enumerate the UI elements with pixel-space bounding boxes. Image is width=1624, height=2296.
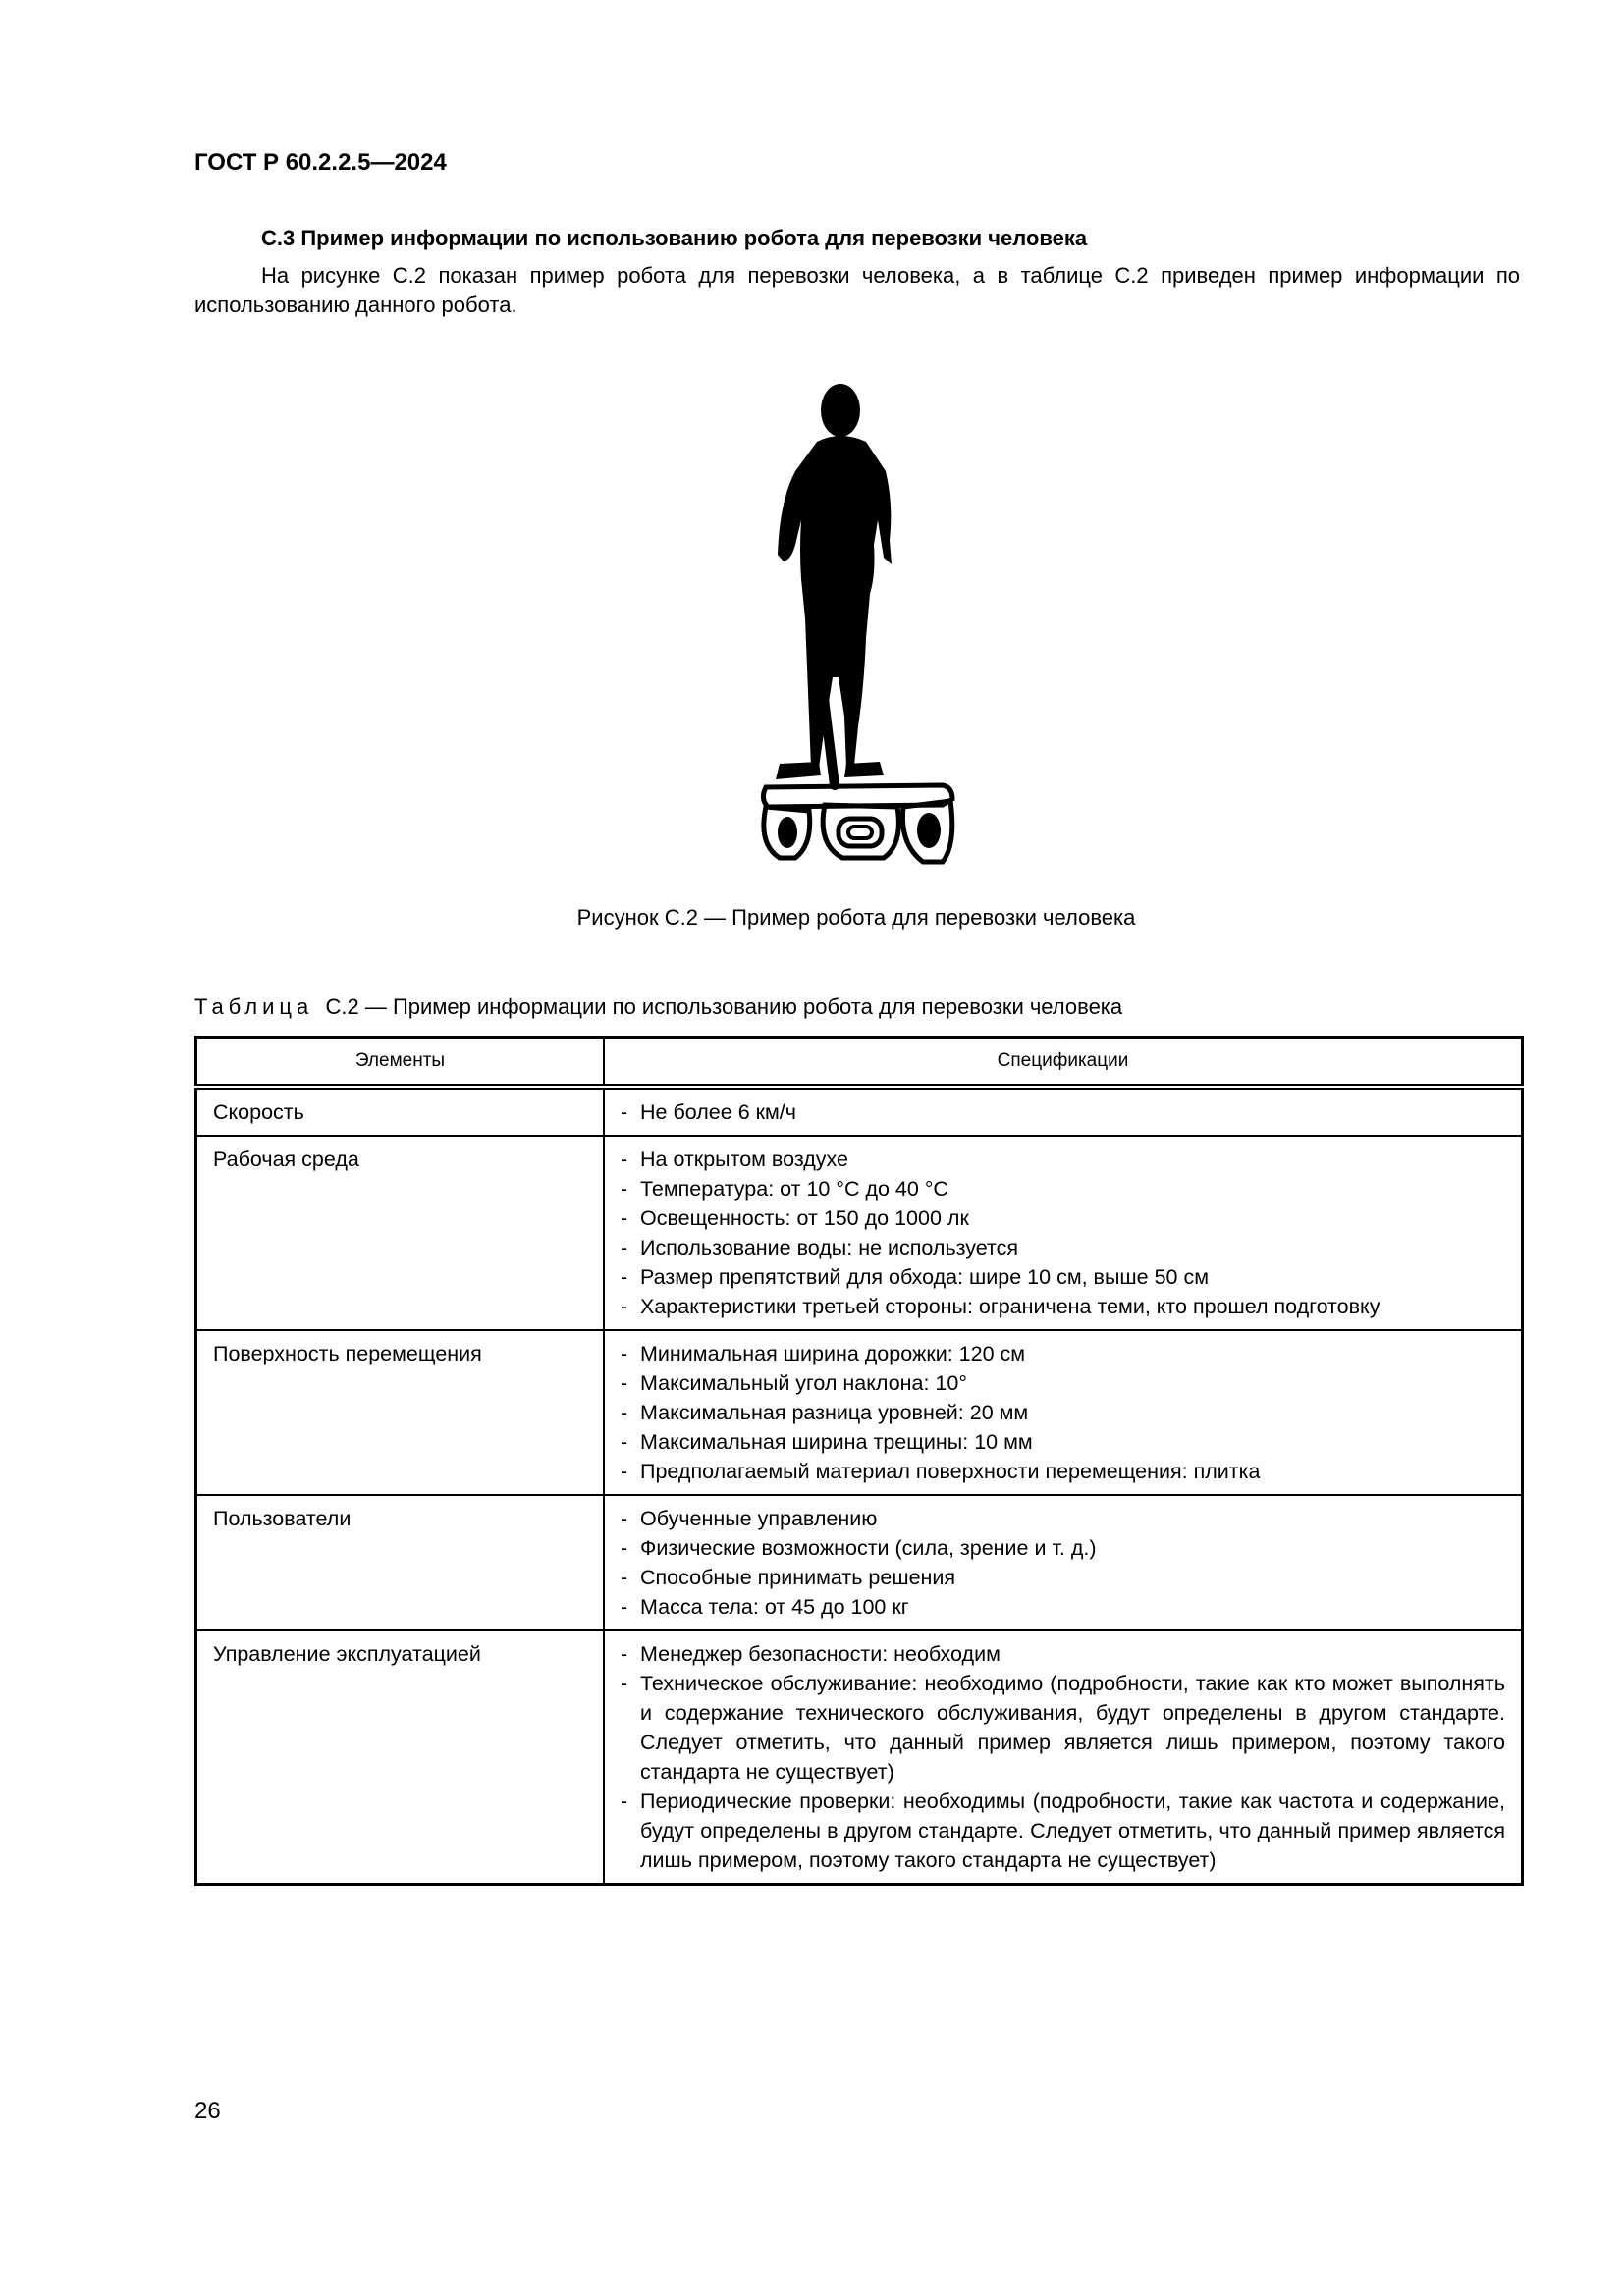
spec-item: - Максимальный угол наклона: 10° bbox=[621, 1368, 1505, 1398]
table-row bbox=[196, 1330, 1523, 1495]
robot-base bbox=[823, 805, 898, 858]
spec-item: - Способные принимать решения bbox=[621, 1563, 1505, 1592]
table-caption-text: С.2 — Пример информации по использованию робота для перевозки человека bbox=[325, 994, 1123, 1019]
spec-item: - Максимальная ширина трещины: 10 мм bbox=[621, 1427, 1505, 1457]
row-specs bbox=[604, 1136, 1523, 1330]
person-right-foot bbox=[844, 762, 884, 777]
row-element: Управление эксплуатацией bbox=[196, 1630, 605, 1885]
spec-item: - Обученные управлению bbox=[621, 1504, 1505, 1533]
spec-item: - Физические возможности (сила, зрение и т. д.) bbox=[621, 1533, 1505, 1563]
spec-item: - Температура: от 10 °C до 40 °C bbox=[621, 1174, 1505, 1203]
spec-item: - Максимальная разница уровней: 20 мм bbox=[621, 1398, 1505, 1427]
person-left-foot bbox=[776, 762, 821, 779]
header-specifications: Спецификации bbox=[604, 1038, 1523, 1088]
spec-item: - Менеджер безопасности: необходим bbox=[621, 1639, 1505, 1669]
table-caption-label: Таблица bbox=[194, 994, 314, 1019]
person-transport-robot-figure bbox=[756, 383, 972, 874]
spec-item: - Не более 6 км/ч bbox=[621, 1097, 1505, 1127]
row-element: Скорость bbox=[196, 1087, 605, 1136]
person-head bbox=[821, 384, 860, 437]
spec-item: - Использование воды: не используется bbox=[621, 1233, 1505, 1262]
spec-item: - Освещенность: от 150 до 1000 лк bbox=[621, 1203, 1505, 1233]
table-row bbox=[196, 1495, 1523, 1630]
document-code: ГОСТ Р 60.2.2.5—2024 bbox=[194, 149, 447, 176]
specification-table bbox=[194, 1036, 1524, 1886]
intro-paragraph: На рисунке С.2 показан пример робота для перевозки человека, а в таблице С.2 приведен пример информации по использованию данного робота. bbox=[194, 263, 1520, 317]
table-row bbox=[196, 1630, 1523, 1885]
table-caption bbox=[194, 994, 1122, 1020]
row-specs bbox=[604, 1330, 1523, 1495]
table-row bbox=[196, 1136, 1523, 1330]
section-title: С.3 Пример информации по использованию робота для перевозки человека bbox=[261, 226, 1088, 250]
row-specs bbox=[604, 1630, 1523, 1885]
spec-item: - Характеристики третьей стороны: ограничена теми, кто прошел подготовку bbox=[621, 1292, 1505, 1321]
table-row bbox=[196, 1087, 1523, 1136]
row-specs bbox=[604, 1087, 1523, 1136]
table-header-row bbox=[196, 1038, 1523, 1088]
spec-item: - Масса тела: от 45 до 100 кг bbox=[621, 1592, 1505, 1622]
spec-item: - Периодические проверки: необходимы (подробности, такие как частота и содержание, будут определены в другом стандарте. Следует отметить, что данный пример является лишь примером, поэтому такого стандарта не существует) bbox=[621, 1787, 1505, 1875]
header-elements: Элементы bbox=[196, 1038, 605, 1088]
row-element: Рабочая среда bbox=[196, 1136, 605, 1330]
row-specs bbox=[604, 1495, 1523, 1630]
spec-item: - На открытом воздухе bbox=[621, 1145, 1505, 1174]
spec-item: - Техническое обслуживание: необходимо (подробности, такие как кто может выполнять и содержание технического обслуживания, будут определены в другом стандарте. Следует отметить, что данный пример является лишь примером, поэтому такого стандарта не существует) bbox=[621, 1669, 1505, 1787]
page-number: 26 bbox=[194, 2098, 221, 2124]
figure-caption: Рисунок С.2 — Пример робота для перевозки человека bbox=[576, 905, 1136, 930]
spec-item: - Размер препятствий для обхода: шире 10 см, выше 50 см bbox=[621, 1262, 1505, 1292]
spec-item: - Предполагаемый материал поверхности перемещения: плитка bbox=[621, 1457, 1505, 1486]
row-element: Пользователи bbox=[196, 1495, 605, 1630]
spec-item: - Минимальная ширина дорожки: 120 см bbox=[621, 1339, 1505, 1368]
row-element: Поверхность перемещения bbox=[196, 1330, 605, 1495]
